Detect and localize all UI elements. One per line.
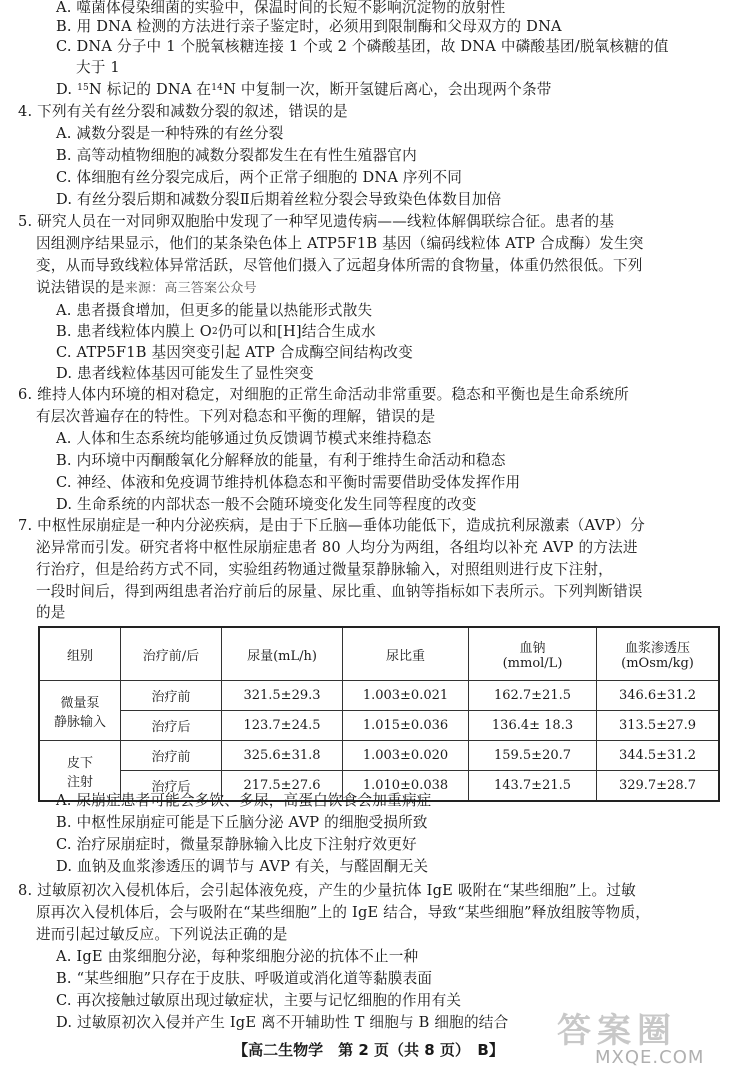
watermark-url: MXQE.COM bbox=[595, 1047, 705, 1068]
table-header-row bbox=[39, 627, 719, 681]
q3-option-d: D. $^{15}$N 标记的 DNA 在$^{14}$N 中复制一次，断开氢键后离心，会出现两个条带 bbox=[56, 81, 552, 98]
table-cell: 136.4± 18.3 bbox=[469, 711, 597, 741]
group-cell: 微量泵 静脉输入 bbox=[39, 681, 121, 741]
table-cell: 329.7±28.7 bbox=[597, 771, 720, 802]
table-cell: 162.7±21.5 bbox=[469, 681, 597, 711]
table-cell: 1.015±0.036 bbox=[343, 711, 469, 741]
q5-stem-2: 因组测序结果显示，他们的某条染色体上 ATP5F1B 基因（编码线粒体 ATP 合成酶）发生突 bbox=[36, 235, 644, 252]
q8-option-b: B. “某些细胞”只存在于皮肤、呼吸道或消化道等黏膜表面 bbox=[56, 970, 433, 987]
q8-stem-1: 8. 过敏原初次入侵机体后，会引起体液免疫，产生的少量抗体 IgE 吸附在“某些细胞”上。过敏 bbox=[18, 882, 636, 899]
q7-option-d: D. 血钠及血浆渗透压的调节与 AVP 有关，与醛固酮无关 bbox=[56, 858, 429, 875]
q4-option-c: C. 体细胞有丝分裂完成后，两个正常子细胞的 DNA 序列不同 bbox=[56, 169, 463, 186]
table-cell: 313.5±27.9 bbox=[597, 711, 720, 741]
table-cell: 143.7±21.5 bbox=[469, 771, 597, 802]
data-table bbox=[38, 626, 720, 802]
q8-option-a: A. IgE 由浆细胞分泌，每种浆细胞分泌的抗体不止一种 bbox=[56, 948, 419, 965]
table-header: 尿量(mL/h) bbox=[222, 627, 343, 681]
q8-stem-3: 进而引起过敏反应。下列说法正确的是 bbox=[36, 926, 288, 943]
q4-stem: 4. 下列有关有丝分裂和减数分裂的叙述，错误的是 bbox=[18, 103, 348, 120]
table-cell: 217.5±27.6 bbox=[222, 771, 343, 802]
q6-stem-1: 6. 维持人体内环境的相对稳定，对细胞的正常生命活动非常重要。稳态和平衡也是生命系统所 bbox=[18, 386, 629, 403]
table-cell: 1.010±0.038 bbox=[343, 771, 469, 802]
q5-option-d: D. 患者线粒体基因可能发生了显性突变 bbox=[56, 365, 314, 382]
q6-option-d: D. 生命系统的内部状态一般不会随环境变化发生同等程度的改变 bbox=[56, 496, 477, 513]
q5-stem-1: 5. 研究人员在一对同卵双胞胎中发现了一种罕见遗传病——线粒体解偶联综合征。患者的基 bbox=[18, 213, 615, 230]
group-cell: 皮下 注射 bbox=[39, 741, 121, 802]
q6-option-c: C. 神经、体液和免疫调节维持机体稳态和平衡时需要借助受体发挥作用 bbox=[56, 474, 521, 491]
q3-option-b: B. 用 DNA 检测的方法进行亲子鉴定时，必须用到限制酶和父母双方的 DNA bbox=[56, 18, 562, 35]
q7-option-a: A. 尿崩症患者可能会多饮、多尿，高蛋白饮食会加重病症 bbox=[56, 792, 432, 809]
table-cell: 346.6±31.2 bbox=[597, 681, 720, 711]
table-row bbox=[39, 681, 719, 711]
table-cell: 325.6±31.8 bbox=[222, 741, 343, 771]
q5-stem-4: 说法错误的是来源：高三答案公众号 bbox=[36, 279, 257, 296]
q3-option-a: A. 噬菌体侵染细菌的实验中，保温时间的长短不影响沉淀物的放射性 bbox=[56, 0, 506, 16]
q4-option-d: D. 有丝分裂后期和减数分裂Ⅱ后期着丝粒分裂会导致染色体数目加倍 bbox=[56, 191, 502, 208]
table-cell: 1.003±0.021 bbox=[343, 681, 469, 711]
q4-option-a: A. 减数分裂是一种特殊的有丝分裂 bbox=[56, 125, 284, 142]
watermark bbox=[557, 1003, 717, 1073]
page-footer: 【高二生物学 第 2 页（共 8 页） B】 bbox=[233, 1041, 504, 1059]
q7-option-c: C. 治疗尿崩症时，微量泵静脉输入比皮下注射疗效更好 bbox=[56, 836, 417, 853]
q5-option-c: C. ATP5F1B 基因突变引起 ATP 合成酶空间结构改变 bbox=[56, 344, 413, 361]
q5-option-b: B. 患者线粒体内膜上 O2仍可以和[H]结合生成水 bbox=[56, 323, 376, 340]
table-header: 组别 bbox=[39, 627, 121, 681]
table-header: 血钠 (mmol/L) bbox=[469, 627, 597, 681]
table-cell: 治疗前 bbox=[121, 681, 222, 711]
source-note: 来源：高三答案公众号 bbox=[124, 281, 257, 296]
q7-stem-line-5: 的是 bbox=[36, 604, 66, 621]
q5-stem-3: 变，从而导致线粒体异常活跃，尽管他们摄入了远超身体所需的食物量，体重仍然很低。下列 bbox=[36, 257, 643, 274]
table-row bbox=[39, 711, 719, 741]
table-cell: 1.003±0.020 bbox=[343, 741, 469, 771]
q7-stem-line-4: 一段时间后，得到两组患者治疗前后的尿量、尿比重、血钠等指标如下表所示。下列判断错误 bbox=[36, 583, 643, 600]
table-header: 治疗前/后 bbox=[121, 627, 222, 681]
q8-option-c: C. 再次接触过敏原出现过敏症状，主要与记忆细胞的作用有关 bbox=[56, 992, 462, 1009]
q4-option-b: B. 高等动植物细胞的减数分裂都发生在有性生殖器官内 bbox=[56, 147, 417, 164]
table-cell: 159.5±20.7 bbox=[469, 741, 597, 771]
table-cell: 344.5±31.2 bbox=[597, 741, 720, 771]
q6-option-b: B. 内环境中丙酮酸氧化分解释放的能量，有利于维持生命活动和稳态 bbox=[56, 452, 506, 469]
q8-option-d: D. 过敏原初次入侵并产生 IgE 离不开辅助性 T 细胞与 B 细胞的结合 bbox=[56, 1014, 509, 1031]
table-cell: 321.5±29.3 bbox=[222, 681, 343, 711]
q3-option-c: C. DNA 分子中 1 个脱氧核糖连接 1 个或 2 个磷酸基团，故 DNA 中磷酸基团/脱氧核糖的值 bbox=[56, 38, 669, 55]
table-cell: 治疗后 bbox=[121, 771, 222, 802]
q6-option-a: A. 人体和生态系统均能够通过负反馈调节模式来维持稳态 bbox=[56, 430, 432, 447]
q6-stem-2: 有层次普遍存在的特性。下列对稳态和平衡的理解，错误的是 bbox=[36, 408, 436, 425]
watermark-logo: 答案圈 bbox=[557, 1011, 677, 1051]
table-header: 血浆渗透压 (mOsm/kg) bbox=[597, 627, 720, 681]
table-cell: 123.7±24.5 bbox=[222, 711, 343, 741]
table-cell: 治疗后 bbox=[121, 711, 222, 741]
table-row bbox=[39, 741, 719, 771]
q5-option-a: A. 患者摄食增加，但更多的能量以热能形式散失 bbox=[56, 302, 373, 319]
table-cell: 治疗前 bbox=[121, 741, 222, 771]
q7-stem-line-1: 7. 中枢性尿崩症是一种内分泌疾病，是由于下丘脑—垂体功能低下，造成抗利尿激素（AVP）分 bbox=[18, 517, 645, 534]
q7-stem-line-3: 行治疗，但是给药方式不同，实验组药物通过微量泵静脉输入，对照组则进行皮下注射， bbox=[36, 561, 613, 578]
table-header: 尿比重 bbox=[343, 627, 469, 681]
q7-option-b: B. 中枢性尿崩症可能是下丘脑分泌 AVP 的细胞受损所致 bbox=[56, 814, 428, 831]
q3-option-c-cont: 大于 1 bbox=[76, 59, 120, 76]
q8-stem-2: 原再次入侵机体后，会与吸附在“某些细胞”上的 IgE 结合，导致“某些细胞”释放组胺等物质， bbox=[36, 904, 651, 921]
q7-stem-line-2: 泌异常而引发。研究者将中枢性尿崩症患者 80 人均分为两组，各组均以补充 AVP 的方法进 bbox=[36, 539, 638, 556]
